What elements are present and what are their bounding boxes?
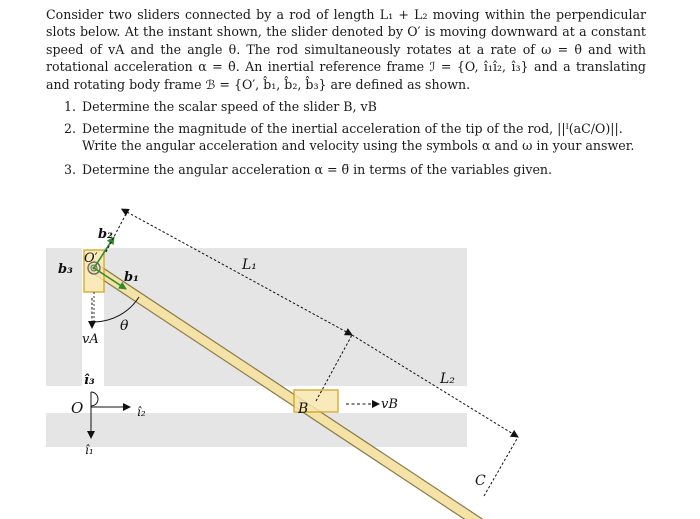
label-vb: vB	[381, 397, 398, 412]
problem-intro: Consider two sliders connected by a rod of length L₁ + L₂ moving within the perpendicular slots below. At the instant shown, the slider denoted by O′ is moving downward at a constant speed of vA and the angle θ. The rod simultaneously rotates at a rate of ω = θ̇ and with rotational acceleration α = θ̇. An inertial reference frame ℐ = {O, î₁î₂, î₃} and a translating and rotating body frame ℬ = {O′, b̂₁, b̂₂, b̂₃} are defined as shown.	[46, 7, 646, 92]
label-l2: L₂	[440, 371, 455, 387]
label-l1: L₁	[242, 257, 257, 273]
horizontal-slot-lower	[46, 413, 467, 447]
label-c: C	[475, 473, 486, 489]
question-3: 3. Determine the angular acceleration α = θ̈ in terms of the variables given.	[80, 161, 646, 178]
label-theta: θ	[120, 318, 129, 334]
question-2: 2. Determine the magnitude of the inertial acceleration of the tip of the rod, ||ᴵ(aC/O)||. Write the angular acceleration and velocity using the symbols α and ω in your answer.	[80, 121, 646, 154]
label-b1: b₁	[124, 270, 139, 285]
label-i1: î₁	[85, 443, 94, 457]
label-va: vA	[82, 332, 99, 347]
label-b: B	[298, 401, 309, 417]
label-o: O	[71, 399, 84, 417]
label-i3: î₃	[84, 373, 95, 388]
label-i2: î₂	[137, 405, 146, 419]
label-o-prime: O′	[84, 251, 98, 266]
dim-c-ext	[484, 437, 518, 496]
label-b2: b₂	[98, 227, 113, 242]
label-b3: b₃	[58, 262, 73, 277]
question-1: 1. Determine the scalar speed of the slider B, vB	[80, 98, 646, 115]
b3-symbol	[93, 267, 96, 270]
